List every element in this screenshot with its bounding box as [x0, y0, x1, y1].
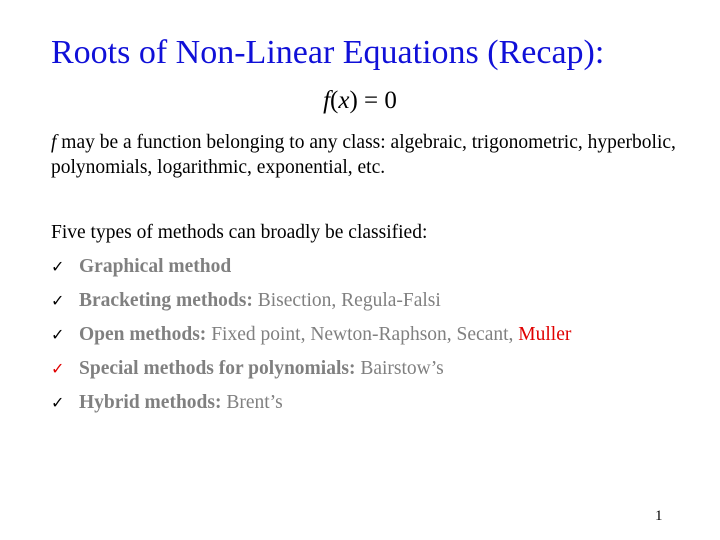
- method-detail: Fixed point, Newton-Raphson, Secant,: [206, 324, 519, 345]
- method-detail: Brent’s: [221, 392, 283, 413]
- check-icon: ✓: [51, 393, 65, 412]
- equation: [0, 84, 720, 118]
- method-highlight: Muller: [518, 324, 572, 345]
- method-name: Graphical method: [79, 256, 232, 277]
- method-item-hybrid: [51, 390, 571, 424]
- method-item-special: [51, 356, 571, 390]
- description-paragraph: [51, 130, 691, 180]
- method-name: Hybrid methods:: [79, 392, 222, 413]
- method-item-open: [51, 322, 571, 356]
- methods-list: [51, 254, 571, 424]
- method-detail: Bisection, Regula-Falsi: [252, 290, 441, 311]
- check-icon: ✓: [51, 359, 65, 378]
- check-icon: ✓: [51, 325, 65, 344]
- equation-rest: ) = 0: [349, 87, 397, 114]
- slide-title: Roots of Non-Linear Equations (Recap):: [51, 34, 605, 71]
- check-icon: ✓: [51, 257, 65, 276]
- method-item-bracketing: [51, 288, 571, 322]
- method-name: Special methods for polynomials:: [79, 358, 356, 379]
- page-number: 1: [655, 508, 663, 524]
- method-detail: Bairstow’s: [355, 358, 444, 379]
- paragraph-lead: f: [51, 132, 57, 153]
- check-icon: ✓: [51, 291, 65, 310]
- method-item-graphical: [51, 254, 571, 288]
- equation-x: x: [338, 87, 350, 114]
- method-name: Bracketing methods:: [79, 290, 253, 311]
- equation-open-paren: (: [330, 87, 339, 114]
- method-name: Open methods:: [79, 324, 207, 345]
- paragraph-text: may be a function belonging to any class: algebraic, trigonometric, hyperbolic, polynomials, logarithmic, exponential, etc.: [51, 132, 676, 178]
- methods-intro: Five types of methods can broadly be classified:: [51, 222, 428, 243]
- equation-f: f: [323, 87, 331, 114]
